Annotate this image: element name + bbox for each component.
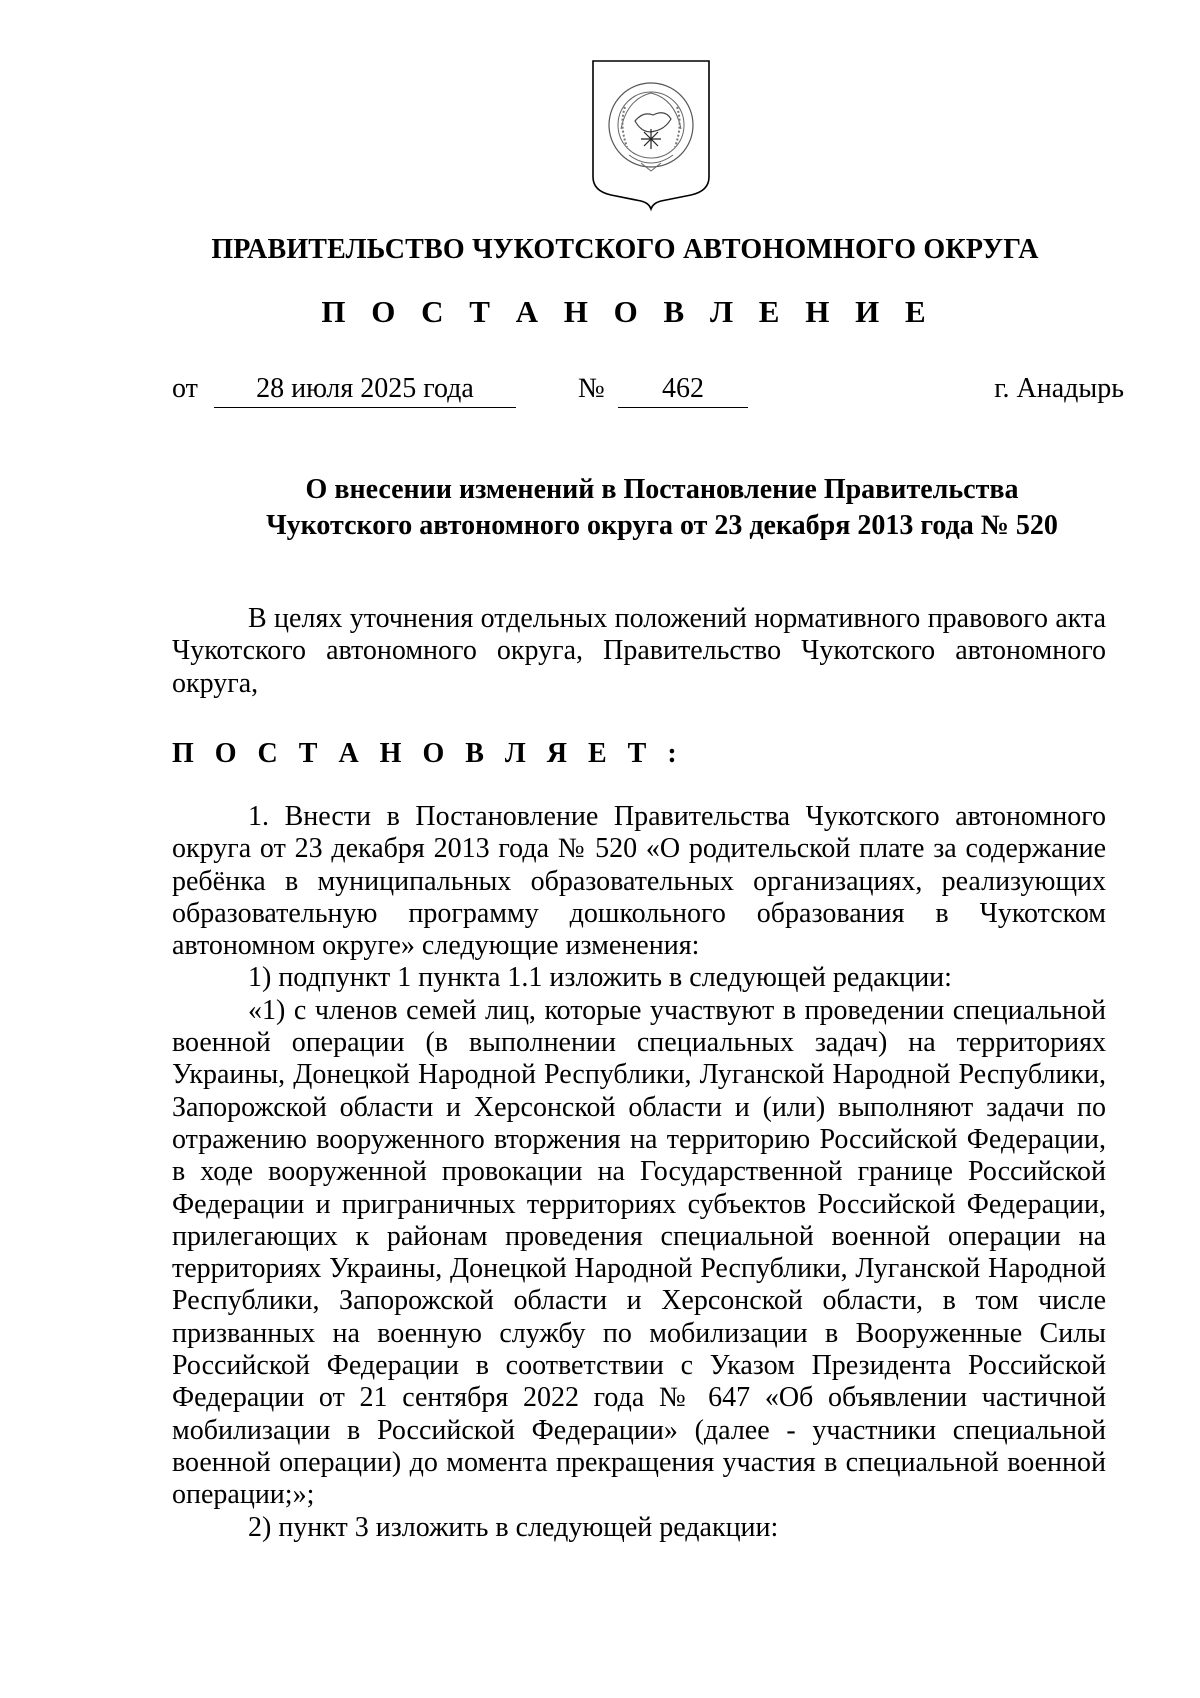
coat-of-arms-icon — [591, 59, 711, 219]
document-date: 28 июля 2025 года — [214, 373, 516, 408]
document-type-title: П О С Т А Н О В Л Е Н И Е — [321, 294, 935, 329]
government-title: ПРАВИТЕЛЬСТВО ЧУКОТСКОГО АВТОНОМНОГО ОКРУГА — [211, 234, 1039, 265]
paragraph: «1) с членов семей лиц, которые участвуют в проведении специальной военной операции (в выполнении специальных задач) на территориях Украины, Донецкой Народной Республики, Луганской Народной Республики, Запорожской области и Херсонской области и (или) выполняют задачи по отражению вооруженного вторжения на территорию Российской Федерации, в ходе вооруженной провокации на Государственной границе Российской Федерации и приграничных территориях субъектов Российской Федерации, прилегающих к районам проведения специальной военной операции на территориях Украины, Донецкой Народной Республики, Луганской Народной Республики, Запорожской области и Херсонской области, в том числе призванных на военную службу по мобилизации в Вооруженные Силы Российской Федерации в соответствии с Указом Президента Российской Федерации от 21 сентября 2022 года № 647 «Об объявлении частичной мобилизации в Российской Федерации» (далее - участники специальной военной операции) до момента прекращения участия в специальной военной операции;»; — [172, 994, 1106, 1511]
preamble-paragraph — [172, 603, 1106, 700]
subject-line: Чукотского автономного округа от 23 декабря 2013 года № 520 — [266, 510, 1058, 541]
preamble-text: В целях уточнения отдельных положений нормативного правового акта Чукотского автономного округа, Правительство Чукотского автономного округа, — [172, 603, 1106, 699]
document-meta-row — [172, 373, 1124, 413]
subject-line: О внесении изменений в Постановление Правительства — [305, 474, 1019, 505]
date-prefix: от — [172, 373, 198, 404]
resolves-heading: П О С Т А Н О В Л Я Е Т : — [172, 738, 684, 769]
paragraph: 1) подпункт 1 пункта 1.1 изложить в следующей редакции: — [248, 962, 952, 994]
document-number: 462 — [618, 373, 748, 408]
paragraph: 1. Внести в Постановление Правительства Чукотского автономного округа от 23 декабря 2013 года № 520 «О родительской плате за содержание ребёнка в муниципальных образовательных организациях, реализующих образовательную программу дошкольного образования в Чукотском автономном округе» следующие изменения: — [172, 801, 1106, 962]
paragraph: 2) пункт 3 изложить в следующей редакции: — [248, 1511, 779, 1543]
main-text — [172, 801, 1106, 1544]
document-city: г. Анадырь — [994, 373, 1124, 404]
number-sign: № — [578, 373, 605, 404]
document-subject — [160, 472, 1124, 544]
